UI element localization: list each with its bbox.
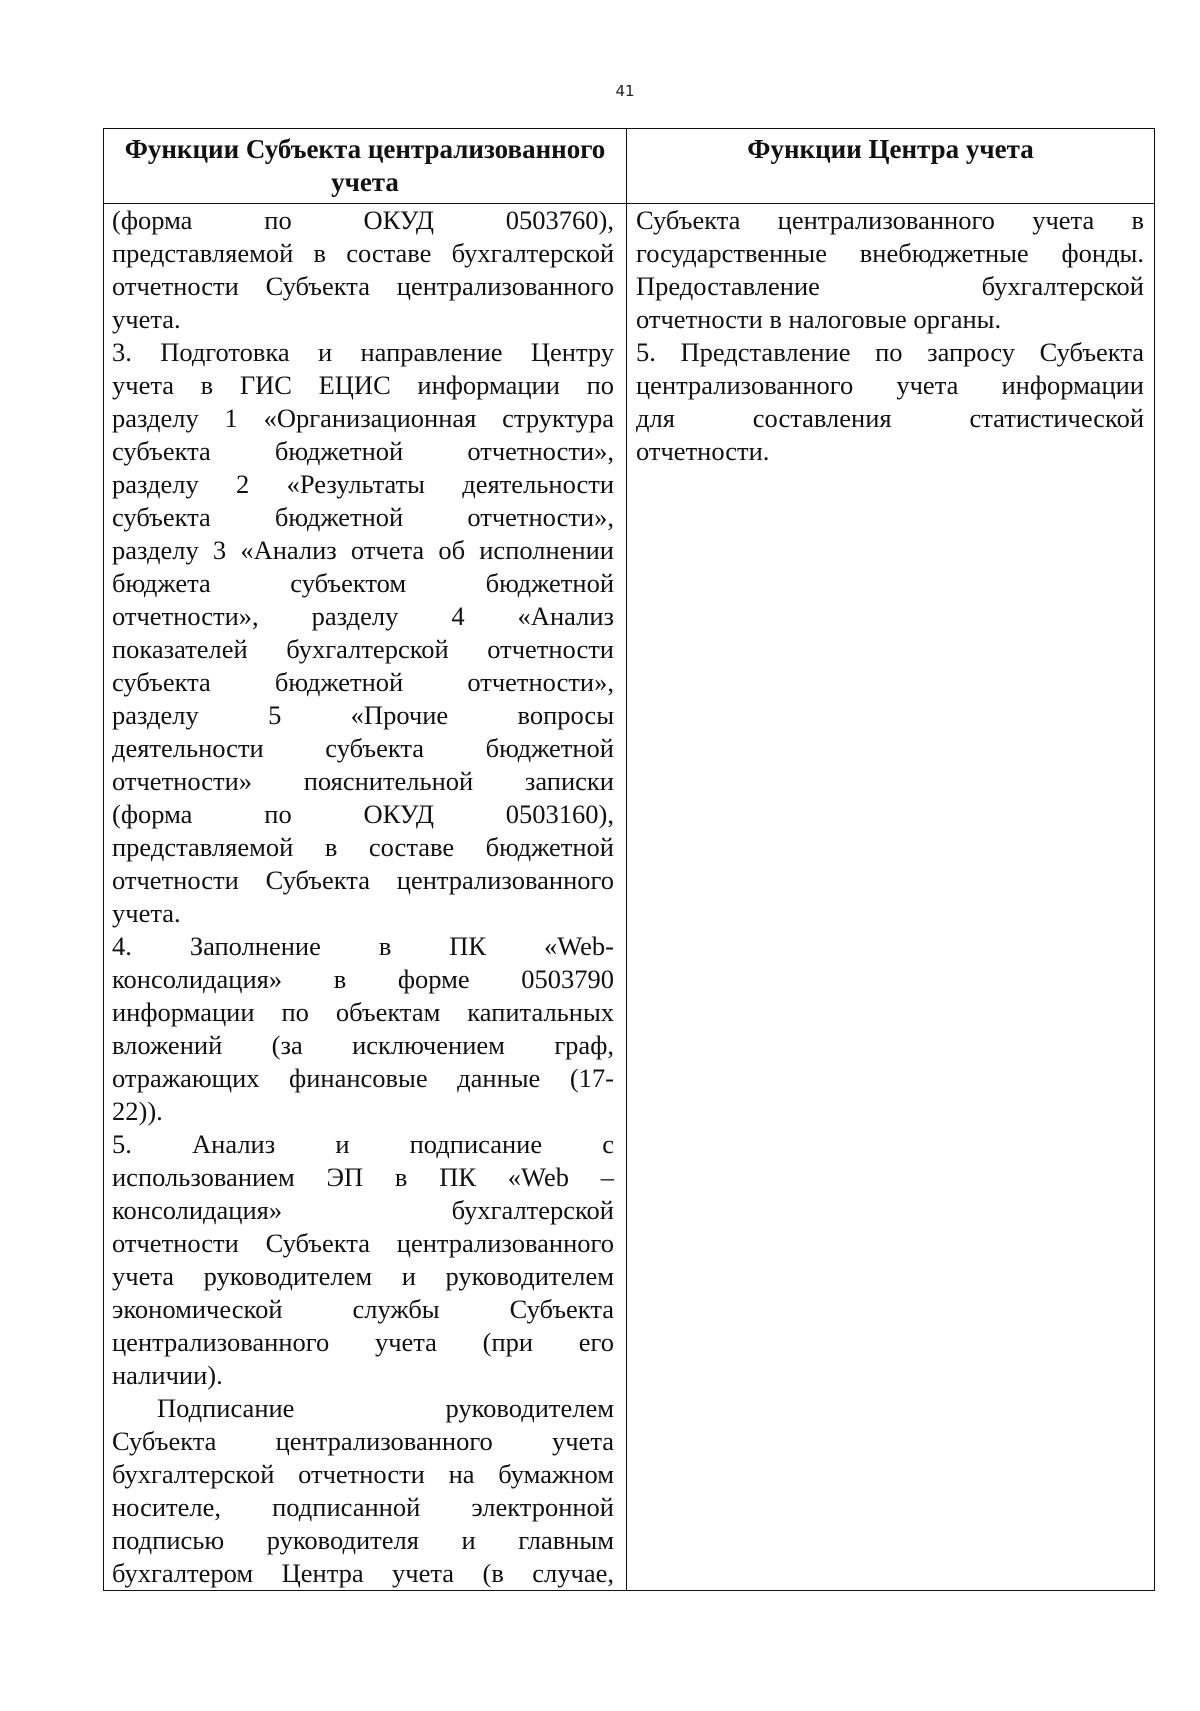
center-functions-cell — [627, 204, 1155, 1591]
text-line: учета. — [112, 304, 181, 334]
text-line: Субъекта централизованного учета в — [636, 205, 1144, 235]
text-line: разделу 5 «Прочие вопросы — [112, 700, 614, 730]
text-line: представляемой в составе бухгалтерской — [112, 238, 614, 268]
text-line: отчетности. — [636, 436, 770, 466]
text-line: Предоставление бухгалтерской — [636, 271, 1144, 301]
text-line: экономической службы Субъекта — [112, 1294, 614, 1324]
text-line: наличии). — [112, 1360, 223, 1390]
text-line: (форма по ОКУД 0503760), — [112, 205, 614, 235]
text-line: субъекта бюджетной отчетности», — [112, 502, 614, 532]
text-line: отчетности», разделу 4 «Анализ — [112, 601, 614, 631]
text-line: Подписание руководителем — [157, 1393, 614, 1423]
text-line: представляемой в составе бюджетной — [112, 832, 614, 862]
page-number: 41 — [615, 82, 635, 100]
text-line: 22)). — [112, 1096, 163, 1126]
subject-functions-cell — [104, 204, 627, 1591]
text-line: носителе, подписанной электронной — [112, 1492, 614, 1522]
text-line: 4. Заполнение в ПК «Web- — [112, 931, 614, 961]
text-line: отчетности в налоговые органы. — [636, 304, 1002, 334]
text-line: информации по объектам капитальных — [112, 997, 614, 1027]
text-line: отчетности Субъекта централизованного — [112, 1228, 614, 1258]
text-line: деятельности субъекта бюджетной — [112, 733, 614, 763]
text-line: показателей бухгалтерской отчетности — [112, 634, 614, 664]
text-line: для составления статистической — [636, 403, 1144, 433]
text-line: разделу 3 «Анализ отчета об исполнении — [112, 535, 614, 565]
text-line: учета руководителем и руководителем — [112, 1261, 614, 1291]
text-line: 5. Анализ и подписание с — [112, 1129, 614, 1159]
table-row — [104, 204, 1155, 1591]
text-line: консолидация» бухгалтерской — [112, 1195, 614, 1225]
text-line: отражающих финансовые данные (17- — [112, 1063, 614, 1093]
center-functions-text — [627, 204, 1154, 468]
text-line: государственные внебюджетные фонды. — [636, 238, 1144, 268]
functions-table — [103, 128, 1155, 1591]
text-line: отчетности Субъекта централизованного — [112, 865, 614, 895]
text-line: бюджета субъектом бюджетной — [112, 568, 614, 598]
text-line: отчетности Субъекта централизованного — [112, 271, 614, 301]
text-line: разделу 2 «Результаты деятельности — [112, 469, 614, 499]
text-line: субъекта бюджетной отчетности», — [112, 436, 614, 466]
subject-functions-text — [104, 204, 626, 1590]
text-line: учета в ГИС ЕЦИС информации по — [112, 370, 614, 400]
table-header-row — [104, 129, 1155, 204]
text-line: централизованного учета информации — [636, 370, 1144, 400]
text-line: 5. Представление по запросу Субъекта — [636, 337, 1144, 367]
text-line: подписью руководителя и главным — [112, 1525, 614, 1555]
text-line: отчетности» пояснительной записки — [112, 766, 614, 796]
text-line: учета. — [112, 898, 181, 928]
text-line: использованием ЭП в ПК «Web – — [112, 1162, 614, 1192]
text-line: централизованного учета (при его — [112, 1327, 614, 1357]
text-line: (форма по ОКУД 0503160), — [112, 799, 614, 829]
text-line: вложений (за исключением граф, — [112, 1030, 614, 1060]
text-line: консолидация» в форме 0503790 — [112, 964, 614, 994]
text-line: бухгалтером Центра учета (в случае, — [112, 1558, 614, 1588]
text-line: разделу 1 «Организационная структура — [112, 403, 614, 433]
text-line: Субъекта централизованного учета — [112, 1426, 614, 1456]
header-subject-functions: Функции Субъекта централизованного учета — [104, 129, 627, 204]
header-center-functions: Функции Центра учета — [627, 129, 1155, 204]
text-line: субъекта бюджетной отчетности», — [112, 667, 614, 697]
text-line: бухгалтерской отчетности на бумажном — [112, 1459, 614, 1489]
text-line: 3. Подготовка и направление Центру — [112, 337, 614, 367]
